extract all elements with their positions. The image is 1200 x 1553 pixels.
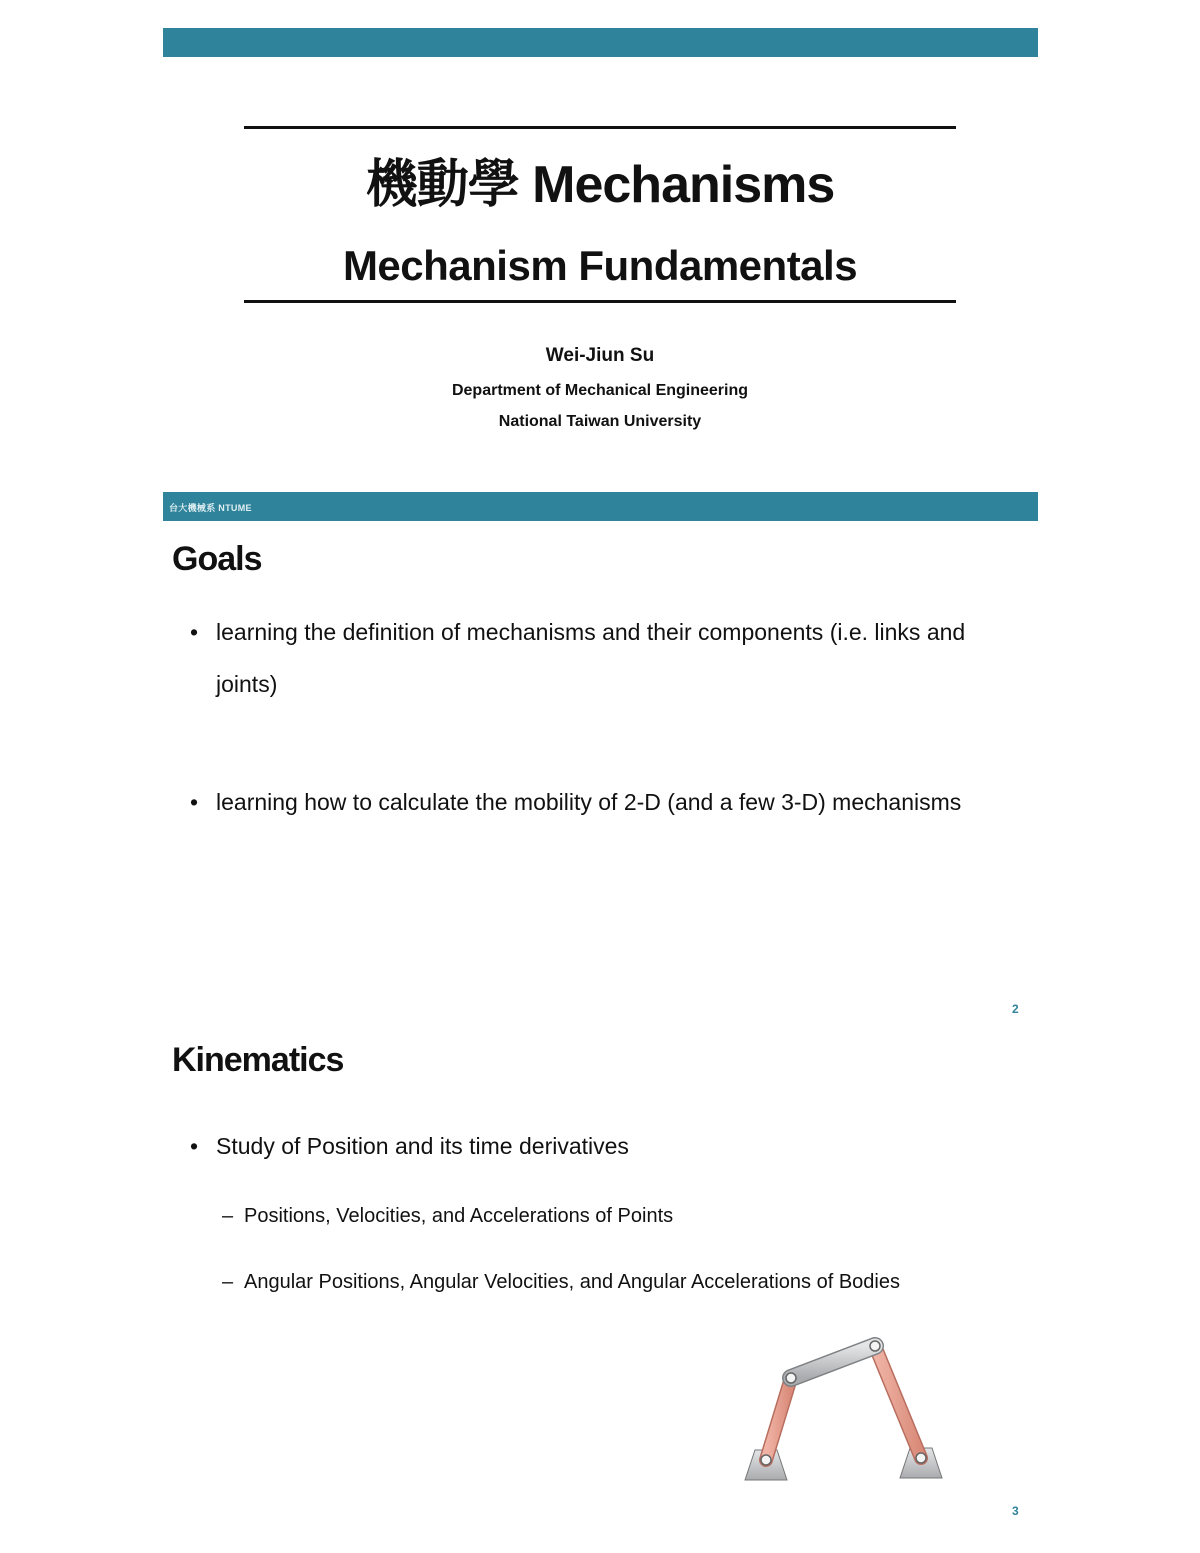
bullet-icon: • (190, 619, 199, 645)
joint-coupler-right (870, 1341, 880, 1351)
page-number: 2 (1012, 1002, 1019, 1016)
joint-left (761, 1455, 771, 1465)
list-item (190, 776, 1000, 828)
list-item (190, 1120, 1000, 1172)
sub-list-item-text: Angular Positions, Angular Velocities, and Angular Accelerations of Bodies (244, 1271, 900, 1293)
kinematics-heading: Kinematics (172, 1041, 344, 1079)
sub-list-item (222, 1186, 982, 1247)
header-bar (163, 28, 1038, 57)
page-number: 3 (1012, 1504, 1019, 1518)
joint-right (916, 1453, 926, 1463)
university: National Taiwan University (498, 413, 702, 430)
list-item-text: learning the definition of mechanisms and their components (i.e. links and joints) (216, 619, 966, 697)
four-bar-linkage-icon (735, 1328, 950, 1488)
author-name: Wei-Jiun Su (545, 345, 655, 366)
dash-icon: – (222, 1271, 234, 1293)
dash-icon: – (222, 1205, 234, 1227)
page-title: 機動學 Mechanisms (365, 156, 835, 214)
slide-header-bar (163, 492, 1038, 521)
list-item (190, 606, 1000, 710)
list-item-text: Study of Position and its time derivatives (216, 1133, 629, 1159)
page-subtitle: Mechanism Fundamentals (342, 242, 858, 289)
joint-coupler-left (786, 1373, 796, 1383)
goals-heading: Goals (172, 540, 262, 578)
header-bar-label: 台大機械系 NTUME (169, 503, 252, 513)
rocker-link (875, 1346, 921, 1458)
sub-list-item (222, 1252, 982, 1313)
list-item-text: learning how to calculate the mobility of 2-D (and a few 3-D) mechanisms (216, 789, 962, 815)
department: Department of Mechanical Engineering (451, 382, 749, 399)
title-rule-bottom (244, 300, 956, 303)
title-rule-top (244, 126, 956, 129)
crank-link (766, 1378, 791, 1460)
bullet-icon: • (190, 789, 199, 815)
sub-list-item-text: Positions, Velocities, and Accelerations of Points (244, 1205, 674, 1227)
bullet-icon: • (190, 1133, 199, 1159)
coupler-link (791, 1346, 875, 1378)
